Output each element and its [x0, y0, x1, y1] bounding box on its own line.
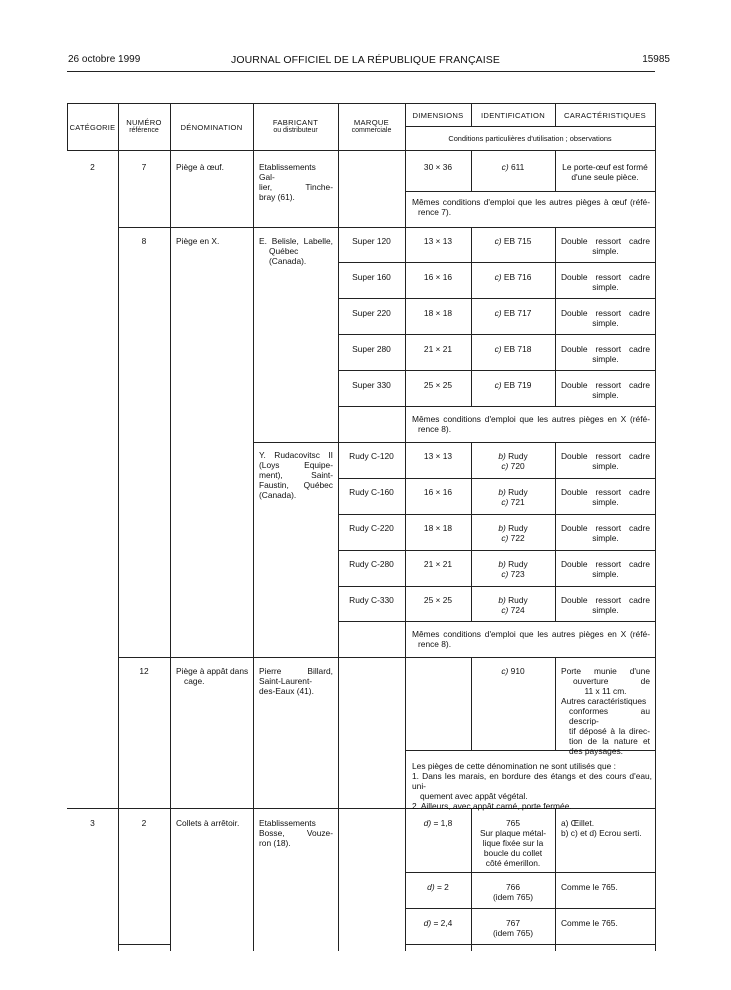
col-header-conditions: Conditions particulières d'utilisation ; observations — [448, 134, 612, 143]
col-header-identification: IDENTIFICATION — [481, 111, 545, 120]
col-header-denomination: DÉNOMINATION — [180, 123, 243, 132]
entry-12-numero: 12 — [139, 666, 149, 676]
entry-8-conditions-rudacovitsc: Mêmes conditions d'emploi que les autres pièges en X (réfé- rence 8). — [412, 629, 650, 649]
entry-7-fabricant: Etablissements Gal- lier, Tinche- bray (61). — [259, 162, 333, 202]
category-3-denomination: Collets à arrêtoir. — [176, 818, 240, 828]
page-number: 15985 — [642, 54, 670, 65]
entry-12-denomination: Piège à appât dans cage. — [176, 666, 249, 686]
entry-12-fabricant: Pierre Billard, Saint-Laurent- des-Eaux (41). — [259, 666, 333, 696]
col-header-numero: NUMÉRO — [126, 118, 162, 127]
col-header-marque: MARQUE — [353, 118, 390, 127]
entry-7-caracteristiques: Le porte-œuf est formé d'une seule pièce. — [562, 162, 648, 182]
entry-7-numero: 7 — [141, 162, 147, 172]
page-date: 26 octobre 1999 — [68, 54, 141, 65]
category-3-fabricant: Etablissements Bosse, Vouze- ron (18). — [259, 818, 333, 848]
entry-7-dimensions: 30 × 36 — [423, 162, 453, 172]
col-header-categorie: CATÉGORIE — [69, 123, 116, 132]
entry-8-fabricant-belisle: E. Belisle, Labelle, Québec (Canada). — [259, 236, 333, 266]
entry-8-fabricant-rudacovitsc: Y. Rudacovitsc II (Loys Equipe- ment), Saint- Faustin, Québec (Canada). — [259, 450, 333, 500]
col-header-distributeur: ou distributeur — [273, 127, 318, 134]
journal-title: JOURNAL OFFICIEL DE LA RÉPUBLIQUE FRANÇAISE — [231, 54, 500, 66]
col-header-caracteristiques: CARACTÉRISTIQUES — [563, 111, 646, 120]
entry-7-conditions: Mêmes conditions d'emploi que les autres pièges à œuf (réfé- rence 7). — [412, 197, 650, 217]
entry-8-denomination: Piège en X. — [176, 236, 220, 246]
entry-12-conditions: Les pièges de cette dénomination ne sont utilisés que : 1. Dans les marais, en bordure des étangs et des cours d'eau, uni- quement avec appât végétal. 2. Ailleurs, avec appât carné, porte fermée. — [412, 761, 652, 811]
category-2-label: 2 — [90, 162, 95, 172]
col-header-commerciale: commerciale — [351, 127, 392, 134]
entry-7-denomination: Piège à œuf. — [176, 162, 224, 172]
category-3-label: 3 — [90, 818, 95, 828]
col-header-dimensions: DIMENSIONS — [412, 111, 464, 120]
entry-12-caracteristiques: Porte munie d'une ouverture de 11 x 11 cm. Autres caractéristiques conformes au descrip- tif déposé à la direc- tion de la nature et des paysages. — [561, 666, 650, 756]
entry-7-identification: c) 611 — [501, 162, 525, 172]
col-header-fabricant: FABRICANT — [272, 118, 319, 127]
category-3-numero: 2 — [141, 818, 147, 828]
entry-8-conditions-belisle: Mêmes conditions d'emploi que les autres pièges en X (réfé- rence 8). — [412, 414, 650, 434]
entry-12-identification: c) 910 — [501, 666, 525, 676]
col-header-reference: référence — [129, 127, 159, 134]
entry-8-numero: 8 — [141, 236, 147, 246]
